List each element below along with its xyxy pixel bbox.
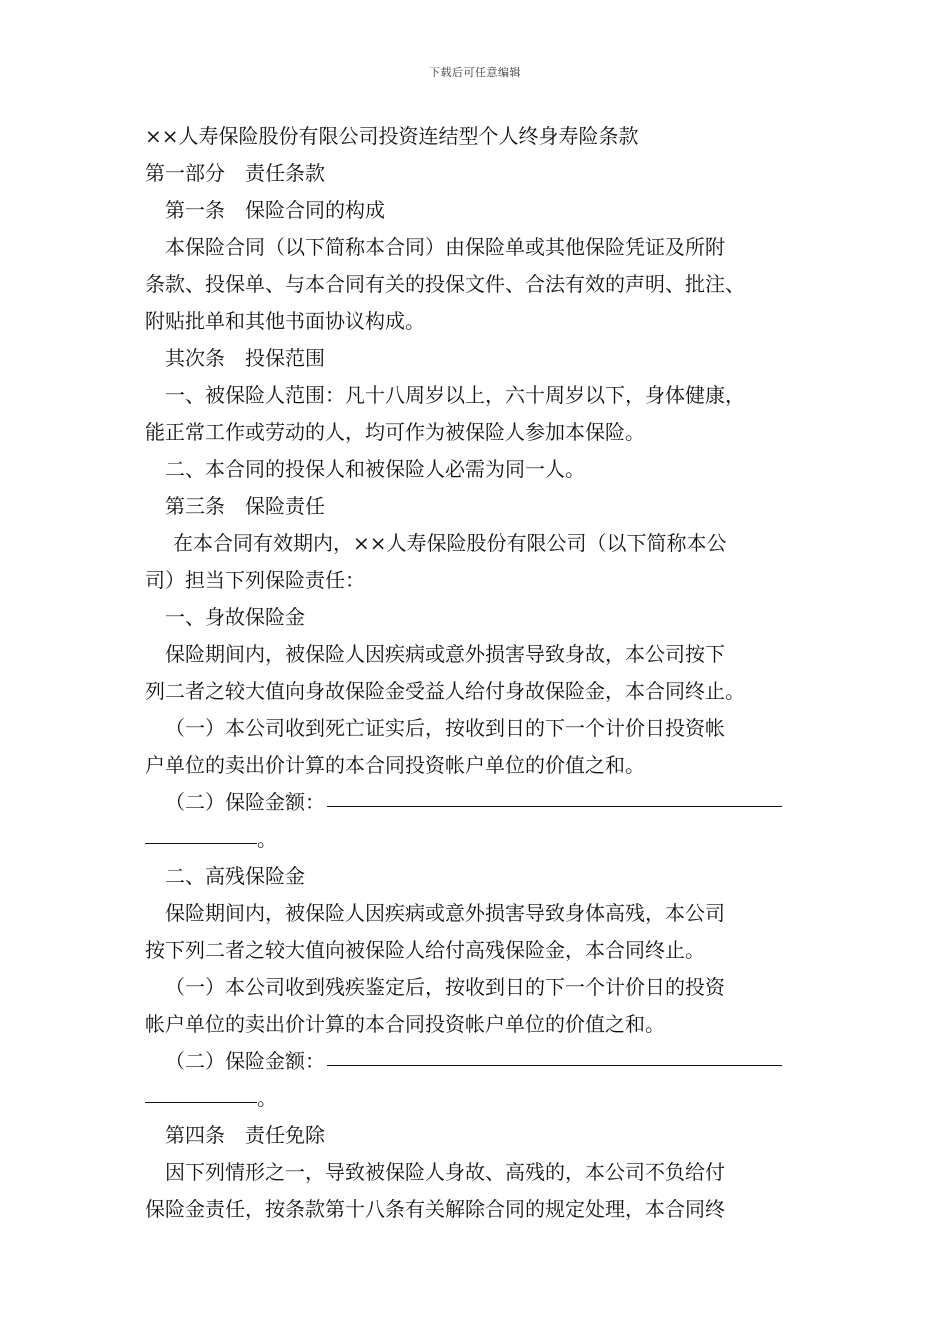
article-1-heading: 第一条 保险合同的构成 bbox=[165, 198, 385, 222]
article-2-text-line: 一、被保险人范围：凡十八周岁以上，六十周岁以下，身体健康， bbox=[165, 383, 745, 407]
article-1-text-line: 本保险合同（以下简称本合同）由保险单或其他保险凭证及所附 bbox=[165, 235, 725, 259]
disability-benefit-text-line: 按下列二者之较大值向被保险人给付高残保险金，本合同终止。 bbox=[145, 938, 705, 962]
sum-insured-label: （二）保险金额： bbox=[165, 1049, 325, 1073]
article-2-heading: 其次条 投保范围 bbox=[165, 346, 325, 370]
article-2-text-line: 能正常工作或劳动的人，均可作为被保险人参加本保险。 bbox=[145, 420, 645, 444]
death-benefit-sum-insured-continuation bbox=[145, 821, 825, 858]
death-benefit-sum-insured-line bbox=[145, 784, 825, 821]
disability-benefit-text-line: 保险期间内，被保险人因疾病或意外损害导致身体高残，本公司 bbox=[165, 901, 725, 925]
article-3-text-line: 司）担当下列保险责任： bbox=[145, 568, 365, 592]
disability-benefit-item-line: （一）本公司收到残疾鉴定后，按收到日的下一个计价日的投资 bbox=[165, 975, 725, 999]
death-benefit-text-line: 列二者之较大值向身故保险金受益人给付身故保险金，本合同终止。 bbox=[145, 679, 745, 703]
disability-benefit-heading: 二、高残保险金 bbox=[165, 864, 305, 888]
fill-in-blank bbox=[145, 842, 257, 844]
article-2-text-line: 二、本合同的投保人和被保险人必需为同一人。 bbox=[165, 457, 585, 481]
document-title: ××人寿保险股份有限公司投资连结型个人终身寿险条款 bbox=[145, 124, 639, 148]
sentence-end: 。 bbox=[257, 827, 277, 851]
death-benefit-heading: 一、身故保险金 bbox=[165, 605, 305, 629]
fill-in-blank bbox=[327, 805, 782, 807]
fill-in-blank bbox=[327, 1064, 782, 1066]
fill-in-blank bbox=[145, 1101, 257, 1103]
death-benefit-text-line: 保险期间内，被保险人因疾病或意外损害导致身故，本公司按下 bbox=[165, 642, 725, 666]
article-3-heading: 第三条 保险责任 bbox=[165, 494, 325, 518]
article-1-text-line: 条款、投保单、与本合同有关的投保文件、合法有效的声明、批注、 bbox=[145, 272, 745, 296]
article-4-heading: 第四条 责任免除 bbox=[165, 1123, 325, 1147]
article-3-text-line: 在本合同有效期内，××人寿保险股份有限公司（以下简称本公 bbox=[173, 531, 727, 555]
article-1-text-line: 附贴批单和其他书面协议构成。 bbox=[145, 309, 425, 333]
sum-insured-label: （二）保险金额： bbox=[165, 790, 325, 814]
sentence-end: 。 bbox=[257, 1086, 277, 1110]
article-4-text-line: 保险金责任，按条款第十八条有关解除合同的规定处理，本合同终 bbox=[145, 1197, 725, 1221]
document-body bbox=[145, 118, 825, 1228]
death-benefit-item-line: 户单位的卖出价计算的本合同投资帐户单位的价值之和。 bbox=[145, 753, 645, 777]
page-header-note: 下载后可任意编辑 bbox=[429, 66, 521, 79]
disability-benefit-sum-insured-continuation bbox=[145, 1080, 825, 1117]
article-4-text-line: 因下列情形之一，导致被保险人身故、高残的，本公司不负给付 bbox=[165, 1160, 725, 1184]
disability-benefit-item-line: 帐户单位的卖出价计算的本合同投资帐户单位的价值之和。 bbox=[145, 1012, 665, 1036]
death-benefit-item-line: （一）本公司收到死亡证实后，按收到日的下一个计价日投资帐 bbox=[165, 716, 725, 740]
part-one-heading: 第一部分 责任条款 bbox=[145, 161, 325, 185]
disability-benefit-sum-insured-line bbox=[145, 1043, 825, 1080]
